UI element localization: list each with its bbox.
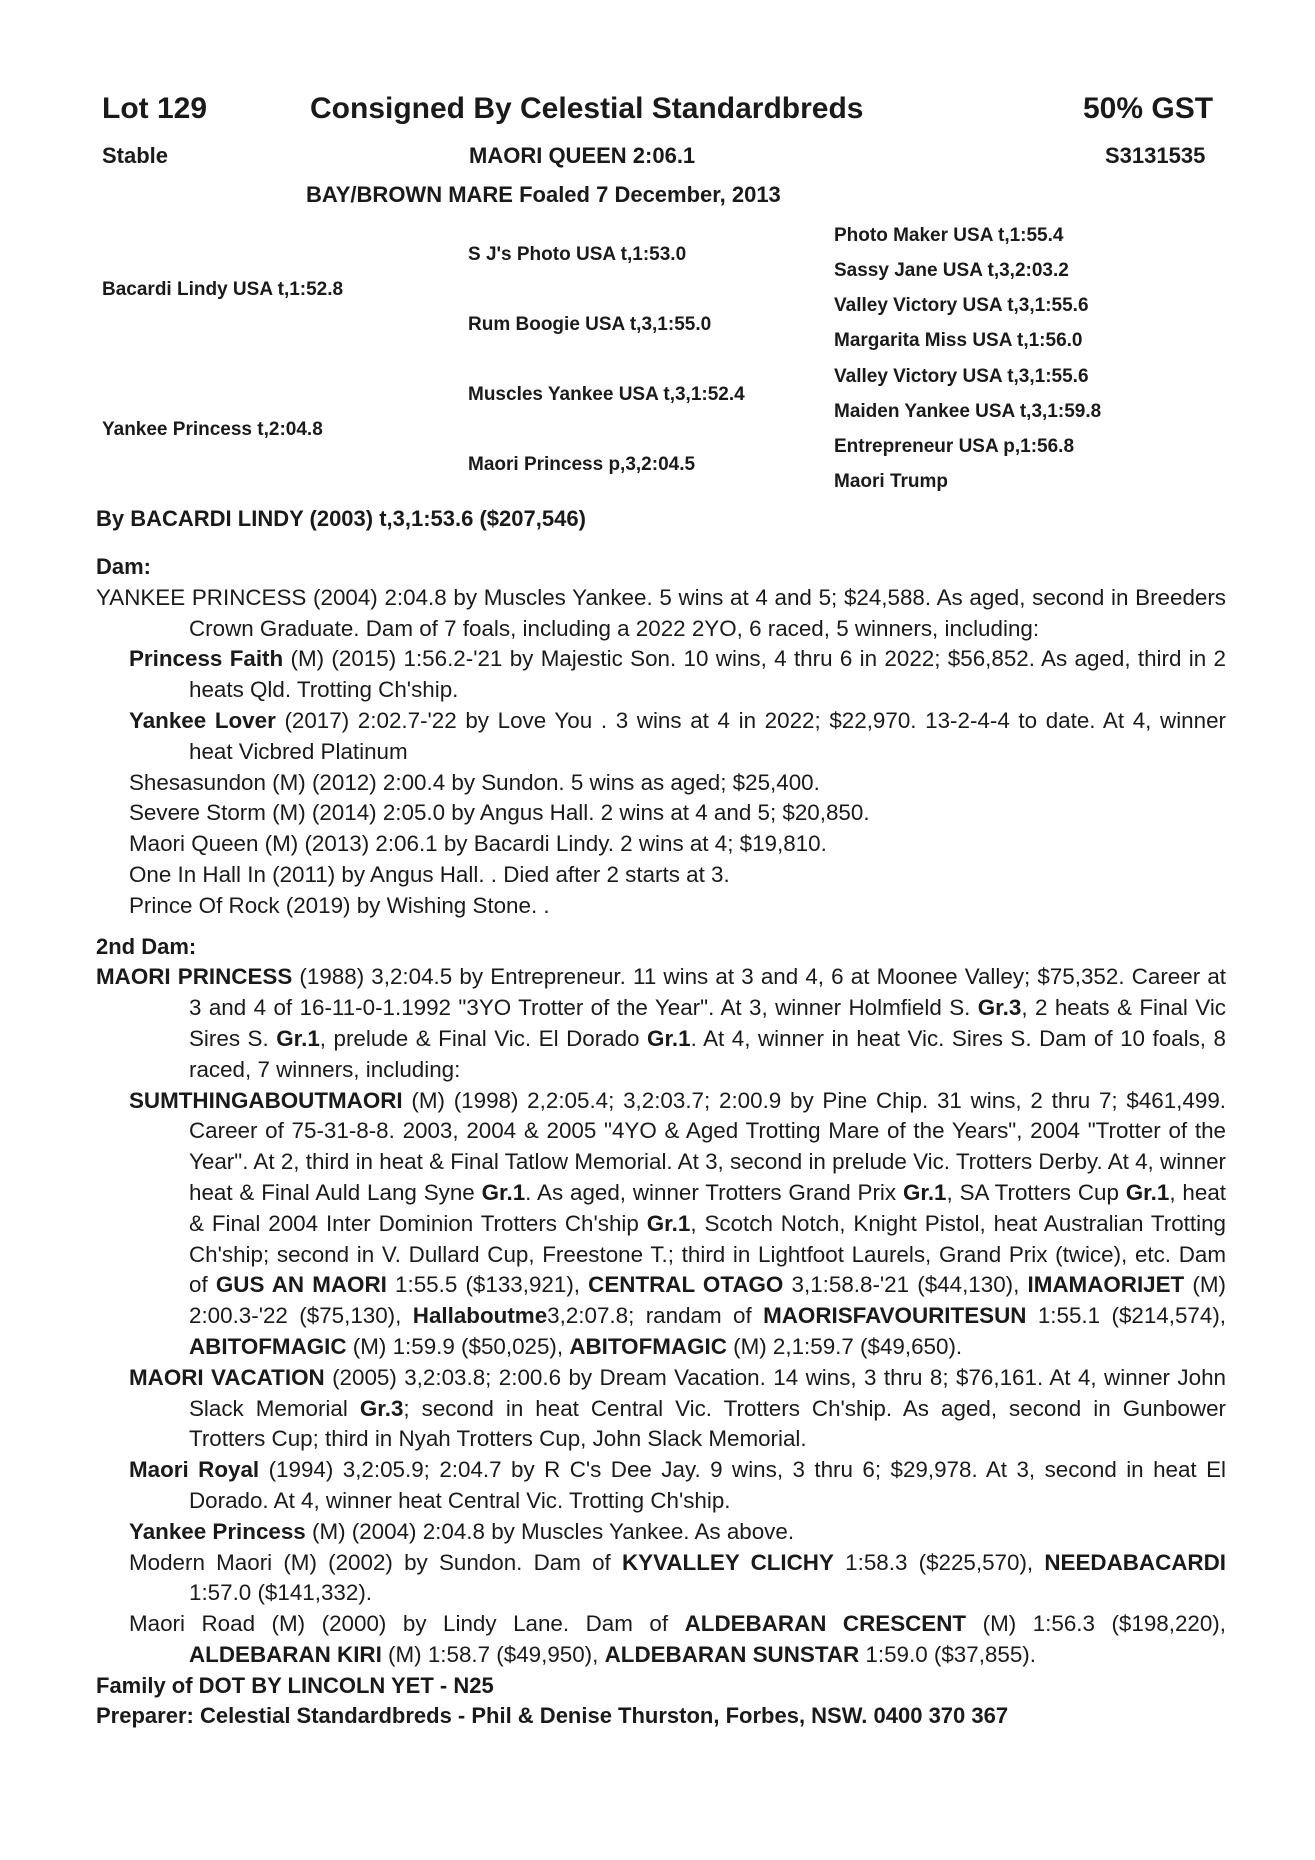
horse-name: MAORI QUEEN 2:06.1 (469, 143, 696, 168)
dam-offspring-entry: Yankee Lover (2017) 2:02.7-'22 by Love You . 3 wins at 4 in 2022; $22,970. 13-2-4-4 to date. At 4, winner heat Vicbred Platinum (129, 707, 1226, 764)
second-dam-main: MAORI PRINCESS (1988) 3,2:04.5 by Entrepreneur. 11 wins at 3 and 4, 6 at Moonee Valley; $75,352. Career at 3 and 4 of 16-11-0-1.1992 "3YO Trotter of the Year". At 3, winner Holmfield S. Gr.3, 2 heats & Final Vic Sires S. Gr.1, prelude & Final Vic. El Dorado Gr.1. At 4, winner in heat Vic. Sires S. Dam of 10 foals, 8 raced, 7 winners, including: (96, 964, 1226, 1082)
dam-offspring-entry: Shesasundon (M) (2012) 2:00.4 by Sundon. 5 wins as aged; $25,400. (129, 769, 820, 795)
preparer-line: Preparer: Celestial Standardbreds - Phil & Denise Thurston, Forbes, NSW. 0400 370 367 (96, 1703, 1009, 1729)
second-dam-offspring-entry: Modern Maori (M) (2002) by Sundon. Dam of KYVALLEY CLICHY 1:58.3 ($225,570), NEEDABACARDI 1:57.0 ($141,332). (129, 1549, 1226, 1606)
second-dam-offspring-entry: SUMTHINGABOUTMAORI (M) (1998) 2,2:05.4; 3,2:03.7; 2:00.9 by Pine Chip. 31 wins, 2 thru 7; $461,499. Career of 75-31-8-8. 2003, 2004 & 2005 "4YO & Aged Trotting Mare of the Years", 2004 "Trotter of the Year". At 2, third in heat & Final Tatlow Memorial. At 3, second in prelude Vic. Trotters Derby. At 4, winner heat & Final Auld Lang Syne Gr.1. As aged, winner Trotters Grand Prix Gr.1, SA Trotters Cup Gr.1, heat & Final 2004 Inter Dominion Trotters Ch'ship Gr.1, Scotch Notch, Knight Pistol, heat Australian Trotting Ch'ship; second in V. Dullard Cup, Freestone T.; third in Lightfoot Laurels, Grand Prix (twice), etc. Dam of GUS AN MAORI 1:55.5 ($133,921), CENTRAL OTAGO 3,1:58.8-'21 ($44,130), IMAMAORIJET (M) 2:00.3-'22 ($75,130), Hallaboutme3,2:07.8; randam of MAORISFAVOURITESUN 1:55.1 ($214,574), ABITOFMAGIC (M) 1:59.9 ($50,025), ABITOFMAGIC (M) 2,1:59.7 ($49,650). (129, 1087, 1227, 1359)
stable-label: Stable (102, 143, 169, 168)
dam-offspring-entry: Princess Faith (M) (2015) 1:56.2-'21 by Majestic Son. 10 wins, 4 thru 6 in 2022; $56,852. As aged, third in 2 heats Qld. Trotting Ch'ship. (129, 646, 1226, 703)
second-dam-offspring-entry: MAORI VACATION (2005) 3,2:03.8; 2:00.6 by Dream Vacation. 14 wins, 3 thru 8; $76,161. At 4, winner John Slack Memorial Gr.3; second in heat Central Vic. Trotters Ch'ship. As aged, second in Gunbower Trotters Cup; third in Nyah Trotters Cup, John Slack Memorial. (129, 1364, 1227, 1452)
by-line: By BACARDI LINDY (2003) t,3,1:53.6 ($207,546) (96, 506, 586, 531)
pedigree-g7: Entrepreneur USA p,1:56.8 (834, 436, 1075, 457)
pedigree-g3: Valley Victory USA t,3,1:55.6 (834, 295, 1089, 316)
pedigree-g8: Maori Trump (834, 471, 949, 492)
offspring-name: Princess Faith (129, 646, 284, 672)
pedigree-sire-sire: S J's Photo USA t,1:53.0 (468, 244, 687, 265)
pedigree-sire-dam: Rum Boogie USA t,3,1:55.0 (468, 314, 712, 335)
dam-offspring-entry: Maori Queen (M) (2013) 2:06.1 by Bacardi Lindy. 2 wins at 4; $19,810. (129, 831, 827, 857)
second-dam-offspring-entry: Maori Road (M) (2000) by Lindy Lane. Dam of ALDEBARAN CRESCENT (M) 1:56.3 ($198,220), ALDEBARAN KIRI (M) 1:58.7 ($49,950), ALDEBARAN SUNSTAR 1:59.0 ($37,855). (129, 1611, 1226, 1667)
pedigree-dam: Yankee Princess t,2:04.8 (102, 419, 323, 440)
dam-heading: Dam: (96, 554, 152, 579)
pedigree-g6: Maiden Yankee USA t,3,1:59.8 (834, 401, 1102, 422)
consigned-by: Consigned By Celestial Standardbreds (310, 92, 864, 125)
gst-label: 50% GST (1083, 92, 1214, 125)
offspring-name: Yankee Lover (129, 707, 276, 733)
catalogue-body (96, 552, 1226, 1732)
pedigree-g1: Photo Maker USA t,1:55.4 (834, 225, 1064, 246)
pedigree-dam-sire: Muscles Yankee USA t,3,1:52.4 (468, 384, 745, 405)
horse-id: S3131535 (1105, 143, 1206, 168)
horse-description: BAY/BROWN MARE Foaled 7 December, 2013 (306, 182, 781, 207)
dam-offspring-entry: Severe Storm (M) (2014) 2:05.0 by Angus Hall. 2 wins at 4 and 5; $20,850. (129, 800, 870, 826)
lot-number: Lot 129 (102, 92, 208, 125)
pedigree-g2: Sassy Jane USA t,3,2:03.2 (834, 260, 1069, 281)
second-dam-offspring-entry: Maori Royal (1994) 3,2:05.9; 2:04.7 by R C's Dee Jay. 9 wins, 3 thru 6; $29,978. At 3, second in heat El Dorado. At 4, winner heat Central Vic. Trotting Ch'ship. (129, 1457, 1226, 1513)
family-line: Family of DOT BY LINCOLN YET - N25 (96, 1672, 494, 1698)
pedigree-sire: Bacardi Lindy USA t,1:52.8 (102, 279, 344, 300)
pedigree-g4: Margarita Miss USA t,1:56.0 (834, 330, 1083, 351)
second-dam-offspring-entry: Yankee Princess (M) (2004) 2:04.8 by Muscles Yankee. As above. (129, 1518, 795, 1544)
dam-main: YANKEE PRINCESS (2004) 2:04.8 by Muscles Yankee. 5 wins at 4 and 5; $24,588. As aged, second in Breeders Crown Graduate. Dam of 7 foals, including a 2022 2YO, 6 raced, 5 winners, including: (96, 584, 1226, 641)
pedigree-g5: Valley Victory USA t,3,1:55.6 (834, 366, 1089, 387)
dam-offspring-entry: One In Hall In (2011) by Angus Hall. . Died after 2 starts at 3. (129, 861, 730, 887)
dam-offspring-entry: Prince Of Rock (2019) by Wishing Stone. . (129, 892, 550, 918)
pedigree-dam-dam: Maori Princess p,3,2:04.5 (468, 454, 696, 475)
second-dam-heading: 2nd Dam: (96, 933, 197, 959)
